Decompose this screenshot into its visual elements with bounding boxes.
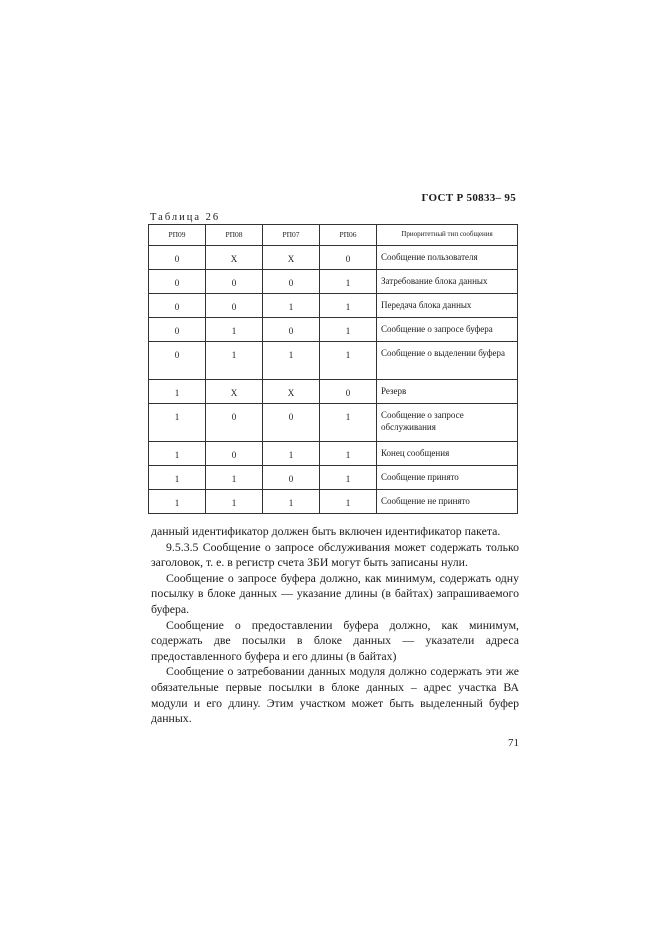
table-cell: 1 <box>320 270 377 294</box>
table-row <box>149 466 518 490</box>
table-row <box>149 442 518 466</box>
table-cell: 1 <box>320 466 377 490</box>
paragraph: Сообщение о запросе буфера должно, как минимум, содержать одну посылку в блоке данных — указание длины (в байтах) запрашиваемого буфера. <box>151 570 519 616</box>
table-cell: 1 <box>263 490 320 514</box>
page-number: 71 <box>508 737 519 749</box>
table-cell: 1 <box>263 342 320 380</box>
table-row <box>149 246 518 270</box>
table-cell: 1 <box>149 466 206 490</box>
table-cell: 1 <box>320 318 377 342</box>
paragraph: данный идентификатор должен быть включен идентификатор пакета. <box>151 524 501 538</box>
table-cell: 0 <box>206 442 263 466</box>
table-cell: 1 <box>206 466 263 490</box>
table-caption: Таблица 26 <box>150 212 221 223</box>
table-cell: 1 <box>149 380 206 404</box>
table-row <box>149 318 518 342</box>
table-cell: X <box>206 246 263 270</box>
table-cell: 1 <box>206 318 263 342</box>
table-cell: 1 <box>320 442 377 466</box>
table-cell: 0 <box>263 466 320 490</box>
table-cell: 1 <box>206 490 263 514</box>
table-row <box>149 294 518 318</box>
table-cell: X <box>263 380 320 404</box>
table-cell: 0 <box>263 270 320 294</box>
table-cell: 1 <box>320 294 377 318</box>
body-text <box>151 524 519 727</box>
column-header: PП07 <box>263 225 320 246</box>
table-cell: 1 <box>263 442 320 466</box>
table-cell: Резерв <box>377 380 518 404</box>
table-cell: 0 <box>206 294 263 318</box>
column-header: Приоритетный тип сообщения <box>377 225 518 246</box>
paragraph: Сообщение о затребовании данных модуля должно содержать эти же обязательные первые посылки в блоке данных – адрес участка ВА модули и его длину. Этим участком может быть выделенный буфер данных. <box>151 664 519 726</box>
table-cell: 0 <box>206 404 263 442</box>
column-header: PП09 <box>149 225 206 246</box>
paragraph: Сообщение о предоставлении буфера должно, как минимум, содержать две посылки в блоке данных — указатели адреса предоставленного буфера и его длины (в байтах) <box>151 617 519 663</box>
table-cell: Сообщение пользователя <box>377 246 518 270</box>
table-cell: 1 <box>149 490 206 514</box>
table-cell: 0 <box>149 270 206 294</box>
column-header: PП06 <box>320 225 377 246</box>
table-cell: 0 <box>320 380 377 404</box>
table-cell: Сообщение не принято <box>377 490 518 514</box>
table-cell: Затребование блока данных <box>377 270 518 294</box>
table-row <box>149 380 518 404</box>
table-cell: 1 <box>206 342 263 380</box>
column-header: PП08 <box>206 225 263 246</box>
table-cell: Конец сообщения <box>377 442 518 466</box>
paragraph: 9.5.3.5 Сообщение о запросе обслуживания может содержать только заголовок, т. е. в регистр счета ЗБИ могут быть записаны нули. <box>151 539 519 570</box>
table-cell: 1 <box>149 442 206 466</box>
table-cell: X <box>263 246 320 270</box>
standard-header: ГОСТ Р 50833– 95 <box>421 192 516 204</box>
table-cell: 0 <box>149 318 206 342</box>
table-cell: Сообщение о выделении буфера <box>377 342 518 380</box>
table-cell: 0 <box>263 404 320 442</box>
table-row <box>149 404 518 442</box>
table-cell: 0 <box>263 318 320 342</box>
table-row <box>149 490 518 514</box>
message-type-table <box>148 224 518 514</box>
table-cell: 1 <box>149 404 206 442</box>
table-row <box>149 270 518 294</box>
table-cell: Передача блока данных <box>377 294 518 318</box>
table-cell: 0 <box>149 294 206 318</box>
table-cell: Сообщение о запросе буфера <box>377 318 518 342</box>
table-row <box>149 342 518 380</box>
table-cell: 0 <box>320 246 377 270</box>
table-cell: 1 <box>263 294 320 318</box>
table-header-row <box>149 225 518 246</box>
table-cell: 0 <box>149 246 206 270</box>
table-cell: 1 <box>320 490 377 514</box>
table-cell: Сообщение принято <box>377 466 518 490</box>
table-cell: 0 <box>206 270 263 294</box>
table-cell: Сообщение о запросе обслуживания <box>377 404 518 442</box>
table-cell: 0 <box>149 342 206 380</box>
table-cell: X <box>206 380 263 404</box>
table-cell: 1 <box>320 342 377 380</box>
table-cell: 1 <box>320 404 377 442</box>
